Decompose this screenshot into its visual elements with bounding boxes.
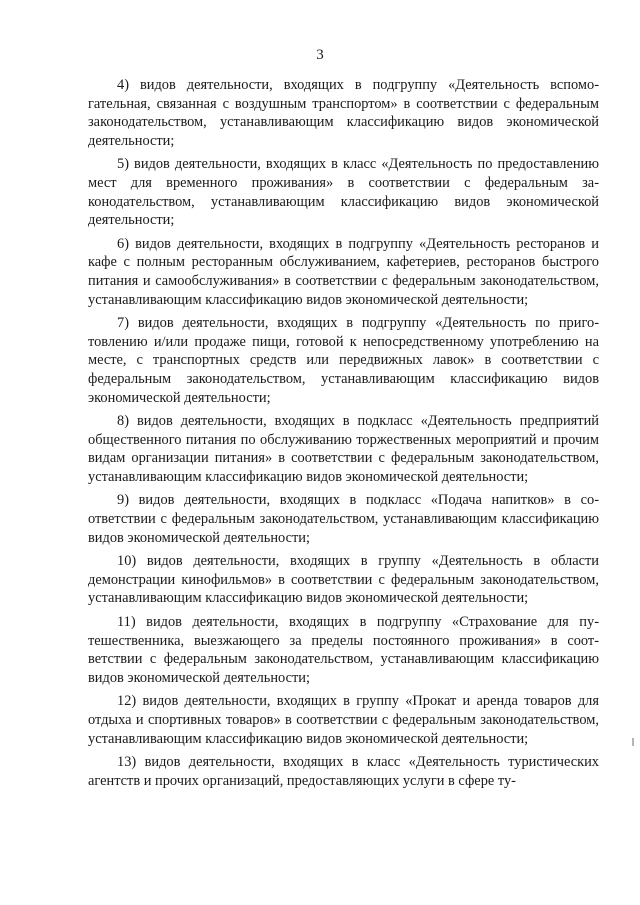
list-item-8: 8) видов деятельности, входящих в подкласс «Деятельность предприятий общественного питания по обслуживанию торжественных мероприятий и прочим видам организации питания» в соответствии с федеральным законодательством, устанавливающим классификацию видов экономической деятельности; [88,413,599,485]
page-number: 3 [316,47,324,63]
list-item-11: 11) видов деятельности, входящих в подгруппу «Страхование для путешественника, выезжающего за пределы постоянного проживания» в соответствии с федеральным законодательством, устанавливающим классификацию видов экономической деятельности; [88,614,599,686]
list-item-6: 6) видов деятельности, входящих в подгруппу «Деятельность ресторанов и кафе с полным ресторанным обслуживанием, кафетериев, ресторанов быстрого питания и самообслуживания» в соответствии с федеральным законодательством, устанавливающим классификацию видов экономической деятельности; [88,235,599,308]
list-item-13: 13) видов деятельности, входящих в класс «Деятельность туристических агентств и прочих организаций, предоставляющих услуги в сфере ту- [88,754,599,789]
scan-margin-mark [632,738,634,746]
list-item-4: 4) видов деятельности, входящих в подгруппу «Деятельность вспомогательная, связанная с воздушным транспортом» в соответствии с федеральным законодательством, устанавливающим классификацию видов экономической деятельности; [88,77,599,149]
list-item-5: 5) видов деятельности, входящих в класс «Деятельность по предоставлению мест для временного проживания» в соответствии с федеральным законодательством, устанавливающим классификацию видов экономической деятельности; [88,156,599,229]
list-item-9: 9) видов деятельности, входящих в подкласс «Подача напитков» в соответствии с федеральным законодательством, устанавливающим классификацию видов экономической деятельности; [88,492,599,546]
list-item-12: 12) видов деятельности, входящих в группу «Прокат и аренда товаров для отдыха и спортивных товаров» в соответствии с федеральным законодательством, устанавливающим классификацию видов экономической деятельности; [88,693,599,747]
list-item-10: 10) видов деятельности, входящих в группу «Деятельность в области демонстрации кинофильмов» в соответствии с федеральным законодательством, устанавливающим классификацию видов экономической деятельности; [88,553,599,607]
document-body [88,76,599,795]
list-item-7: 7) видов деятельности, входящих в подгруппу «Деятельность по приготовлению и/или продаже пищи, готовой к непосредственному употреблению на месте, с транспортных средств или передвижных лавок» в соответствии с федеральным законодательством, устанавливающим классификацию видов экономической деятельности; [88,315,599,406]
